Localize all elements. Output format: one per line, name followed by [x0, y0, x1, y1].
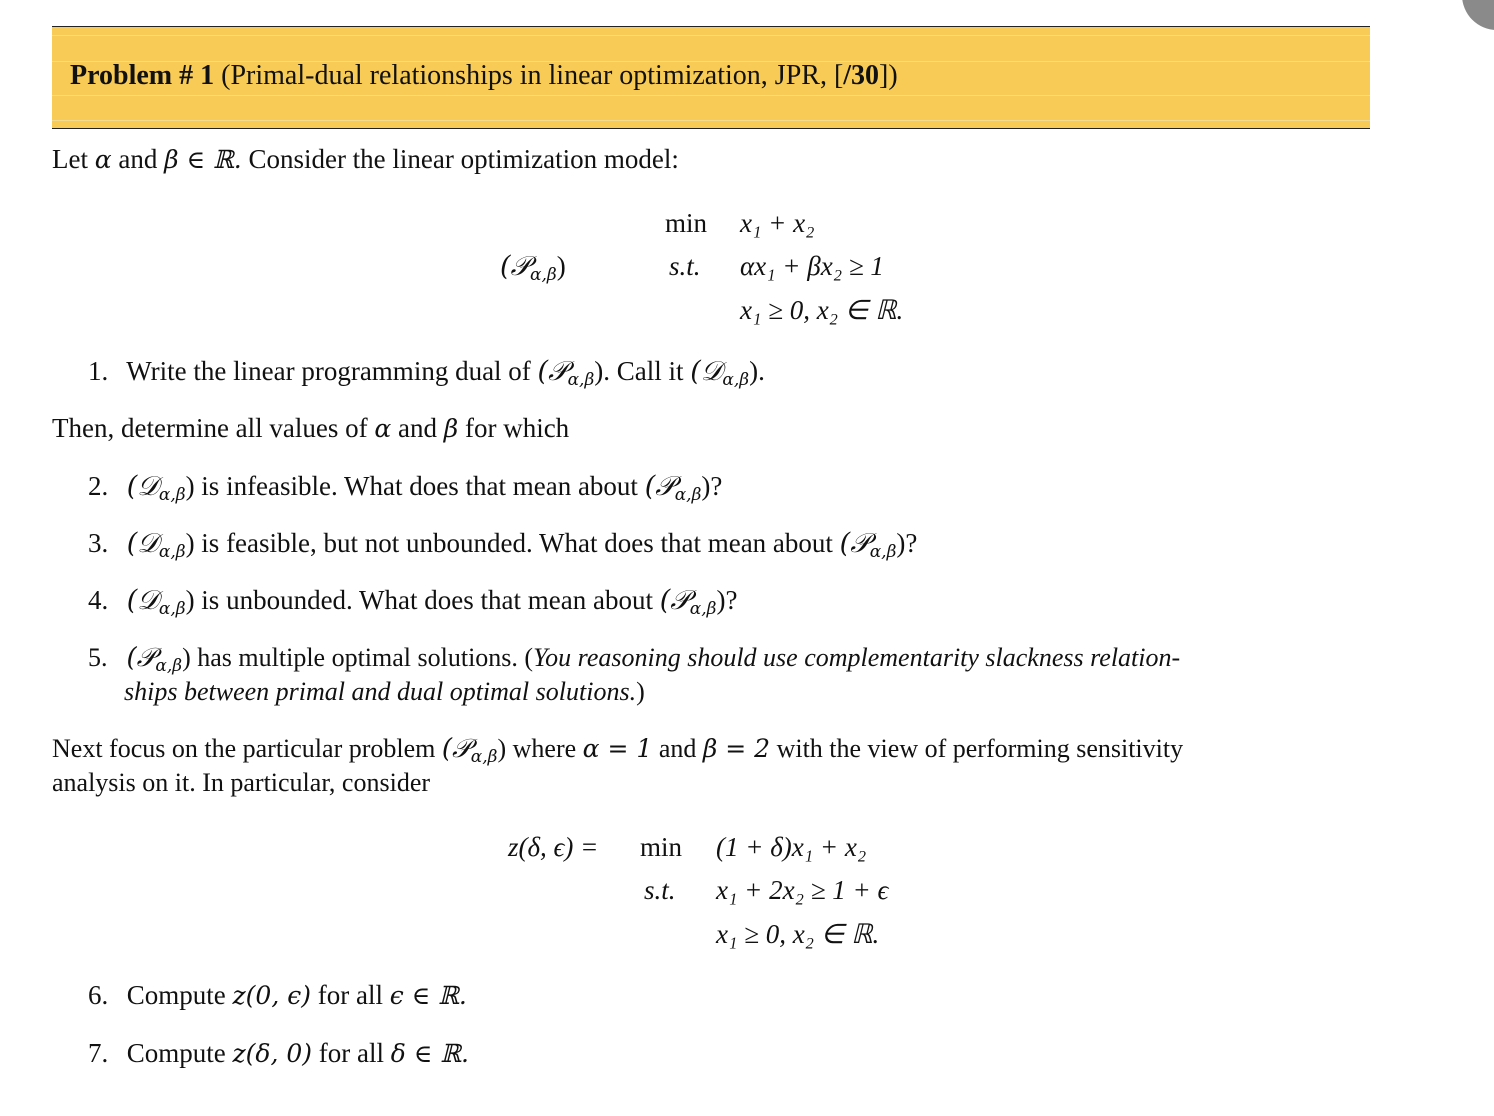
problem-topic-end: ])	[879, 60, 898, 91]
dual-symbol: (𝒟	[126, 585, 159, 616]
question-item-7	[88, 1036, 469, 1071]
item-text: ) has multiple optimal solutions. (	[182, 643, 534, 672]
sensitivity-min-keyword: min	[640, 832, 683, 862]
primal-symbol: (𝒫	[126, 643, 156, 673]
primal-objective: x₁ + x₂	[740, 208, 815, 238]
sensitivity-objective: (1 + δ)x₁ + x₂	[716, 832, 867, 862]
item-text: ) is unbounded. What does that mean about	[185, 585, 653, 615]
sensitivity-constraint: x₁ + 2x₂ ≥ 1 + ϵ	[716, 875, 889, 905]
question-item-1	[88, 354, 765, 389]
intro-text: Consider the linear optimization model:	[248, 144, 679, 174]
beta-in-reals: β ∈ ℝ.	[164, 145, 242, 174]
next-text: and	[658, 734, 697, 763]
alpha-equation: α = 1	[582, 734, 653, 763]
question-item-5-cont	[124, 675, 645, 709]
scroll-indicator[interactable]	[1462, 0, 1494, 30]
primal-symbol: (𝒫	[441, 734, 471, 764]
primal-subscript: α,β	[530, 265, 557, 285]
beta-symbol: β	[443, 414, 459, 443]
sensitivity-domain: x₁ ≥ 0, x₂ ∈ ℝ.	[716, 919, 880, 949]
header-rule	[52, 35, 1370, 36]
intro-paragraph	[52, 142, 679, 177]
primal-symbol: (𝒫	[659, 585, 690, 616]
primal-constraint: αx₁ + βx₂ ≥ 1	[740, 251, 884, 281]
primal-subscript: α,β	[674, 485, 702, 505]
question-item-2	[88, 469, 722, 504]
primal-subscript: α,β	[470, 747, 498, 767]
item-number: 4.	[88, 585, 109, 615]
then-text: for which	[464, 413, 570, 443]
item-number: 3.	[88, 528, 109, 558]
problem-score: /30	[843, 60, 880, 91]
item-text: Write the linear programming dual of	[126, 356, 531, 386]
item-math: ϵ ∈ ℝ.	[389, 981, 467, 1010]
primal-subscript: α,β	[567, 370, 595, 390]
item-number: 5.	[88, 643, 108, 672]
dual-symbol: (𝒟	[126, 528, 159, 559]
next-text: ) where	[497, 734, 577, 763]
question-item-4	[88, 583, 737, 618]
intro-text: and	[118, 144, 158, 174]
sensitivity-lhs: z(δ, ϵ) =	[508, 832, 599, 862]
primal-st-keyword: s.t.	[669, 251, 701, 281]
dual-subscript: α,β	[158, 485, 186, 505]
primal-symbol: (𝒫	[500, 251, 531, 282]
primal-close: )	[556, 251, 566, 281]
primal-subscript: α,β	[689, 599, 717, 619]
intro-text: Let	[52, 144, 88, 174]
dual-subscript: α,β	[722, 370, 750, 390]
item-text: )?	[716, 585, 738, 615]
item-math: z(δ, 0)	[232, 1039, 313, 1068]
item-text: Compute	[126, 980, 226, 1010]
question-item-6	[88, 978, 467, 1013]
primal-subscript: α,β	[869, 542, 897, 562]
item-math: δ ∈ ℝ.	[390, 1039, 469, 1068]
problem-header	[52, 26, 1370, 129]
item-text: for all	[318, 1038, 385, 1068]
item-number: 7.	[88, 1038, 109, 1068]
item-italic-note: ships between primal and dual optimal solutions.	[124, 677, 637, 706]
item-text: )	[636, 677, 645, 706]
problem-topic: (Primal-dual relationships in linear optimization, JPR, [	[221, 60, 844, 91]
primal-symbol: (𝒫	[537, 356, 568, 387]
then-paragraph	[52, 411, 569, 446]
question-item-5	[88, 641, 1180, 675]
dual-symbol: (𝒟	[690, 356, 723, 387]
alpha-symbol: α	[94, 145, 112, 174]
then-text: and	[398, 413, 438, 443]
dual-subscript: α,β	[158, 599, 186, 619]
item-text: Compute	[126, 1038, 226, 1068]
dual-symbol: (𝒟	[126, 471, 159, 502]
item-number: 6.	[88, 980, 109, 1010]
then-text: Then, determine all values of	[52, 413, 368, 443]
item-text: )?	[701, 471, 723, 501]
item-text: for all	[317, 980, 383, 1010]
primal-symbol: (𝒫	[644, 471, 675, 502]
header-rule	[52, 95, 1370, 96]
item-text: ) is infeasible. What does that mean about	[185, 471, 638, 501]
primal-min-keyword: min	[665, 208, 708, 238]
item-text: ) is feasible, but not unbounded. What does that mean about	[185, 528, 833, 558]
primal-symbol: (𝒫	[839, 528, 870, 559]
primal-label	[500, 249, 566, 284]
beta-equation: β = 2	[702, 734, 771, 763]
next-focus-line-2: analysis on it. In particular, consider	[52, 768, 431, 797]
sensitivity-st-keyword: s.t.	[644, 875, 676, 905]
item-number: 2.	[88, 471, 109, 501]
alpha-symbol: α	[374, 414, 392, 443]
item-text: ).	[749, 356, 765, 386]
next-focus-line-1	[52, 732, 1183, 766]
item-text: ). Call it	[594, 356, 684, 386]
primal-subscript: α,β	[155, 656, 183, 676]
next-text: with the view of performing sensitivity	[776, 734, 1184, 763]
item-math: z(0, ϵ)	[232, 981, 311, 1010]
primal-domain: x₁ ≥ 0, x₂ ∈ ℝ.	[740, 295, 904, 325]
dual-subscript: α,β	[158, 542, 186, 562]
next-text: Next focus on the particular problem	[52, 734, 436, 763]
question-item-3	[88, 526, 917, 561]
item-number: 1.	[88, 356, 109, 386]
problem-number: Problem # 1	[70, 60, 215, 91]
item-text: )?	[896, 528, 918, 558]
header-rule	[52, 120, 1370, 121]
item-italic-note: You reasoning should use complementarity slackness relation-	[533, 643, 1181, 672]
problem-title	[70, 60, 898, 92]
